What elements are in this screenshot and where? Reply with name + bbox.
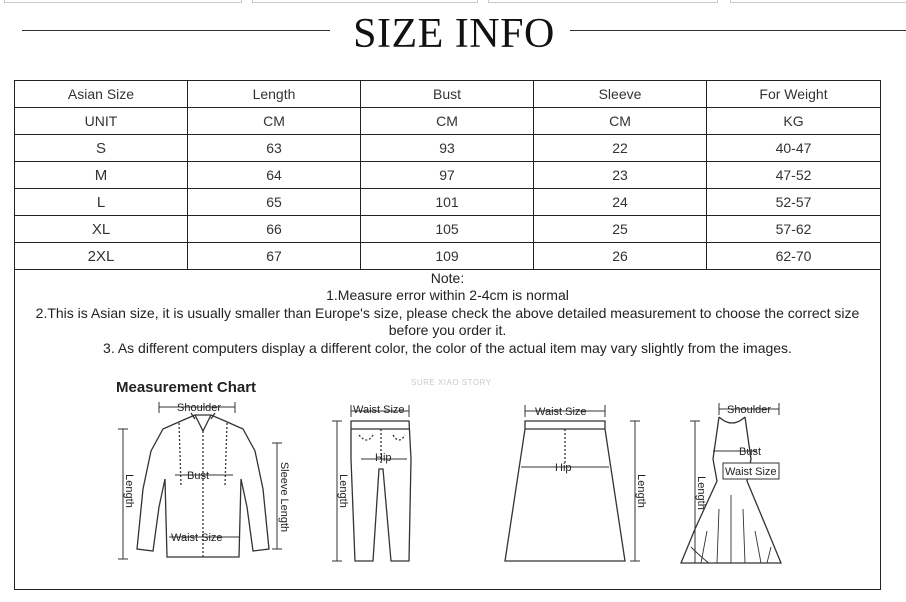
table-cell: 101 [361,189,534,216]
shirt-waist-label: Waist Size [171,532,223,544]
skirt-diagram [487,399,647,569]
table-cell: 47-52 [707,162,881,189]
table-cell: 40-47 [707,135,881,162]
top-tab-edge [730,0,906,3]
table-cell: 67 [188,243,361,270]
table-cell: 93 [361,135,534,162]
table-cell: 26 [534,243,707,270]
table-cell: 25 [534,216,707,243]
dress-length-label: Length [695,476,707,510]
unit-cell: UNIT [15,108,188,135]
top-tab-edge [4,0,242,3]
table-cell: 97 [361,162,534,189]
table-cell: 105 [361,216,534,243]
note-line-2: 2.This is Asian size, it is usually smaller than Europe's size, please check the above detailed measurement to choose the correct size before you order it. [35,304,860,339]
watermark: SURE XIAO STORY [411,378,492,387]
skirt-waist-label: Waist Size [535,406,587,418]
unit-cell: CM [361,108,534,135]
dress-bust-label: Bust [739,446,762,458]
pants-diagram [313,399,423,569]
header-cell: Bust [361,81,534,108]
shirt-shoulder-label: Shoulder [177,402,222,414]
unit-cell: CM [534,108,707,135]
table-cell: 23 [534,162,707,189]
header-cell: Asian Size [15,81,188,108]
title-rule-right [570,30,906,31]
notes-panel [14,269,881,590]
table-row [15,243,881,270]
note-heading: Note: [430,270,465,286]
size-cell: M [15,162,188,189]
table-cell: 62-70 [707,243,881,270]
shirt-sleeve-label: Sleeve Length [278,461,290,533]
table-cell: 57-62 [707,216,881,243]
title-rule-left [22,30,330,31]
size-cell: L [15,189,188,216]
unit-row [15,108,881,135]
size-cell: S [15,135,188,162]
top-tab-edge [488,0,718,3]
skirt-length-label: Length [635,474,647,508]
size-cell: XL [15,216,188,243]
shirt-bust-label: Bust [187,470,210,482]
table-row [15,189,881,216]
pants-waist-label: Waist Size [353,404,405,416]
table-cell: 52-57 [707,189,881,216]
dress-diagram [667,399,797,569]
unit-cell: KG [707,108,881,135]
table-cell: 64 [188,162,361,189]
table-cell: 66 [188,216,361,243]
table-cell: 24 [534,189,707,216]
table-cell: 22 [534,135,707,162]
top-tab-edge [252,0,478,3]
pants-length-label: Length [337,474,349,508]
measurement-chart-title: Measurement Chart [116,379,257,396]
shirt-length-label: Length [123,474,135,508]
header-cell: For Weight [707,81,881,108]
size-table [14,80,881,270]
skirt-hip-label: Hip [555,462,572,474]
table-row [15,216,881,243]
skirt-icon [487,399,647,569]
dress-icon [667,399,797,569]
note-line-1: 1.Measure error within 2-4cm is normal [326,287,569,304]
header-cell: Length [188,81,361,108]
page-title: SIZE INFO [353,11,555,57]
shirt-icon [115,399,290,569]
pants-hip-label: Hip [375,452,392,464]
notes-text [15,269,880,357]
title-row [0,6,906,56]
note-line-3: 3. As different computers display a different color, the color of the actual item may vary slightly from the images. [103,339,792,356]
table-row [15,162,881,189]
shirt-diagram [115,399,290,569]
header-cell: Sleeve [534,81,707,108]
pants-icon [313,399,423,569]
table-cell: 65 [188,189,361,216]
table-row [15,135,881,162]
unit-cell: CM [188,108,361,135]
table-cell: 109 [361,243,534,270]
dress-waist-label: Waist Size [725,466,777,478]
table-header-row [15,81,881,108]
table-cell: 63 [188,135,361,162]
size-cell: 2XL [15,243,188,270]
dress-shoulder-label: Shoulder [727,404,772,416]
